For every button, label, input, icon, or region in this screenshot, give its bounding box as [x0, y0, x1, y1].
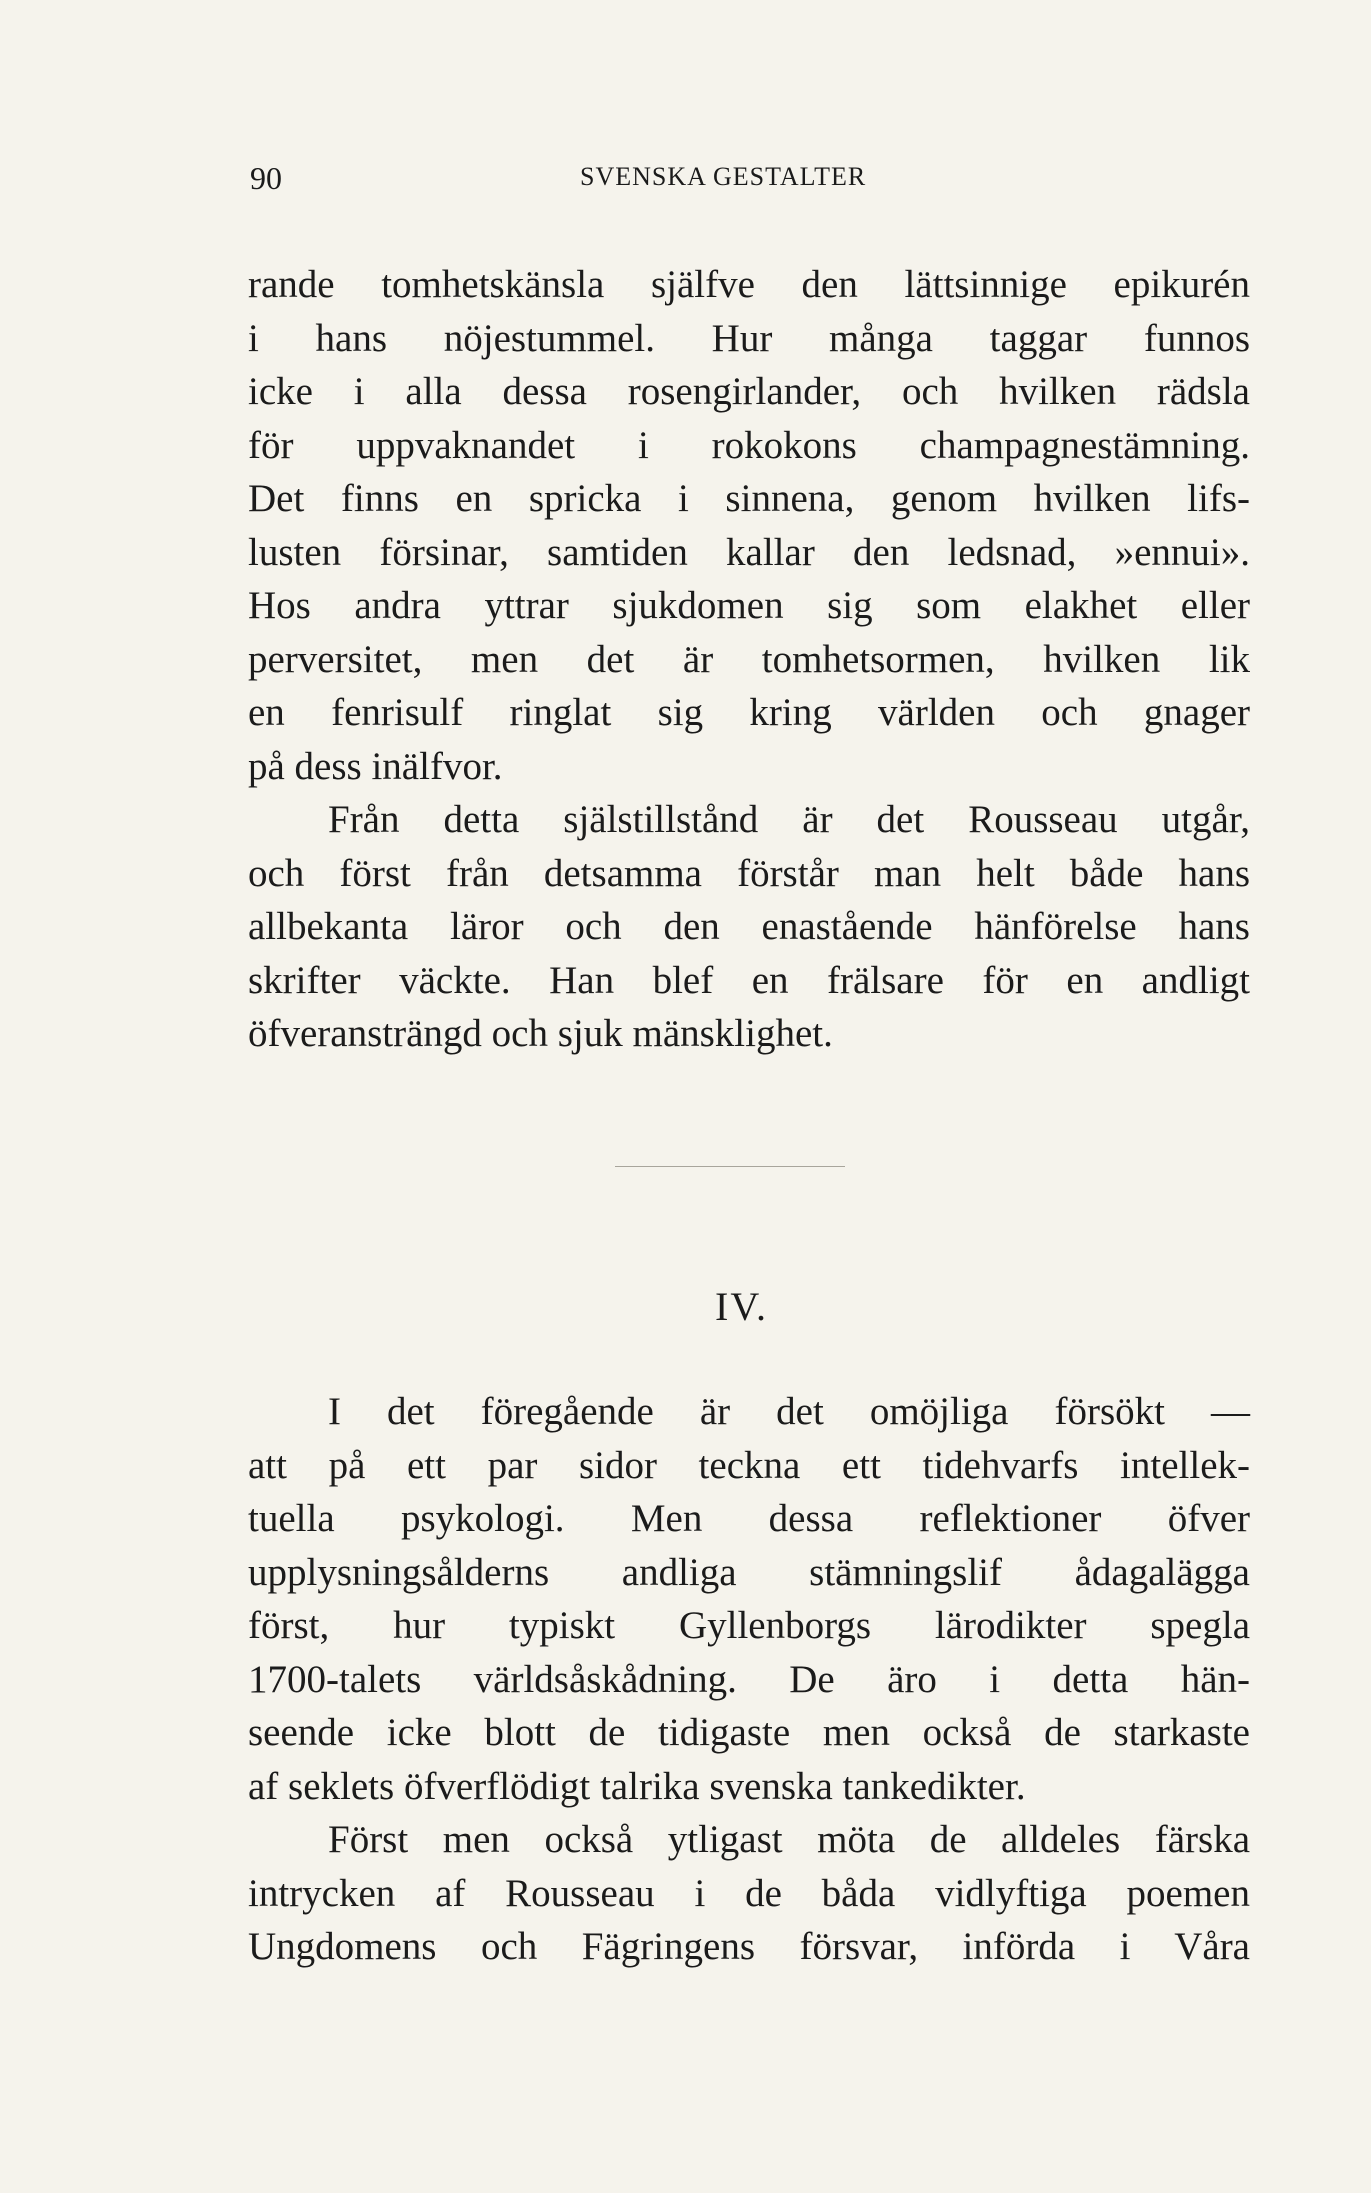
text-line: intrycken af Rousseau i de båda vidlyftiga poemen — [248, 1871, 1250, 1915]
text-block-lower — [248, 1385, 1250, 1974]
text-line: 1700-talets världsåskådning. De äro i detta hän- — [248, 1657, 1250, 1701]
text-line: på dess inälfvor. — [248, 744, 503, 788]
text-line: allbekanta läror och den enastående hänförelse hans — [248, 905, 1250, 948]
text-line: för uppvaknandet i rokokons champagnestämning. — [248, 423, 1250, 467]
text-line: I det föregående är det omöjliga försökt — — [328, 1390, 1250, 1433]
running-title: SVENSKA GESTALTER — [580, 162, 867, 191]
text-line: upplysningsålderns andliga stämningslif ådagalägga — [248, 1550, 1250, 1594]
section-heading: IV. — [715, 1284, 769, 1329]
text-line: af seklets öfverflödigt talrika svenska tankedikter. — [248, 1764, 1026, 1808]
text-line: Hos andra yttrar sjukdomen sig som elakhet eller — [248, 584, 1250, 627]
text-block-upper — [248, 258, 1250, 1061]
text-line: och först från detsamma förstår man helt både hans — [248, 851, 1250, 895]
text-line: en fenrisulf ringlat sig kring världen och gnager — [248, 691, 1250, 734]
text-line: seende icke blott de tidigaste men också de starkaste — [248, 1711, 1250, 1754]
page-number: 90 — [250, 160, 282, 196]
text-line: perversitet, men det är tomhetsormen, hvilken lik — [248, 637, 1250, 681]
text-line: Från detta själstillstånd är det Rousseau utgår, — [328, 798, 1250, 841]
text-line: tuella psykologi. Men dessa reflektioner öfver — [248, 1497, 1250, 1540]
section-divider — [615, 1166, 845, 1167]
text-line: skrifter väckte. Han blef en frälsare för en andligt — [248, 958, 1250, 1002]
text-line: rande tomhetskänsla själfve den lättsinnige epikurén — [248, 263, 1250, 306]
text-line: Först men också ytligast möta de alldeles färska — [328, 1818, 1250, 1861]
text-line: icke i alla dessa rosengirlander, och hvilken rädsla — [248, 370, 1250, 413]
running-head — [250, 160, 1250, 200]
text-line: Ungdomens och Fägringens försvar, införda i Våra — [248, 1925, 1250, 1968]
text-line: lusten försinar, samtiden kallar den ledsnad, »ennui». — [248, 530, 1250, 574]
text-line: först, hur typiskt Gyllenborgs lärodikter spegla — [248, 1604, 1250, 1647]
text-line: Det finns en spricka i sinnena, genom hvilken lifs- — [248, 477, 1250, 520]
text-line: öfveransträngd och sjuk mänsklighet. — [248, 1012, 833, 1055]
text-line: i hans nöjestummel. Hur många taggar funnos — [248, 316, 1250, 360]
text-line: att på ett par sidor teckna ett tidehvarfs intellek- — [248, 1443, 1250, 1487]
